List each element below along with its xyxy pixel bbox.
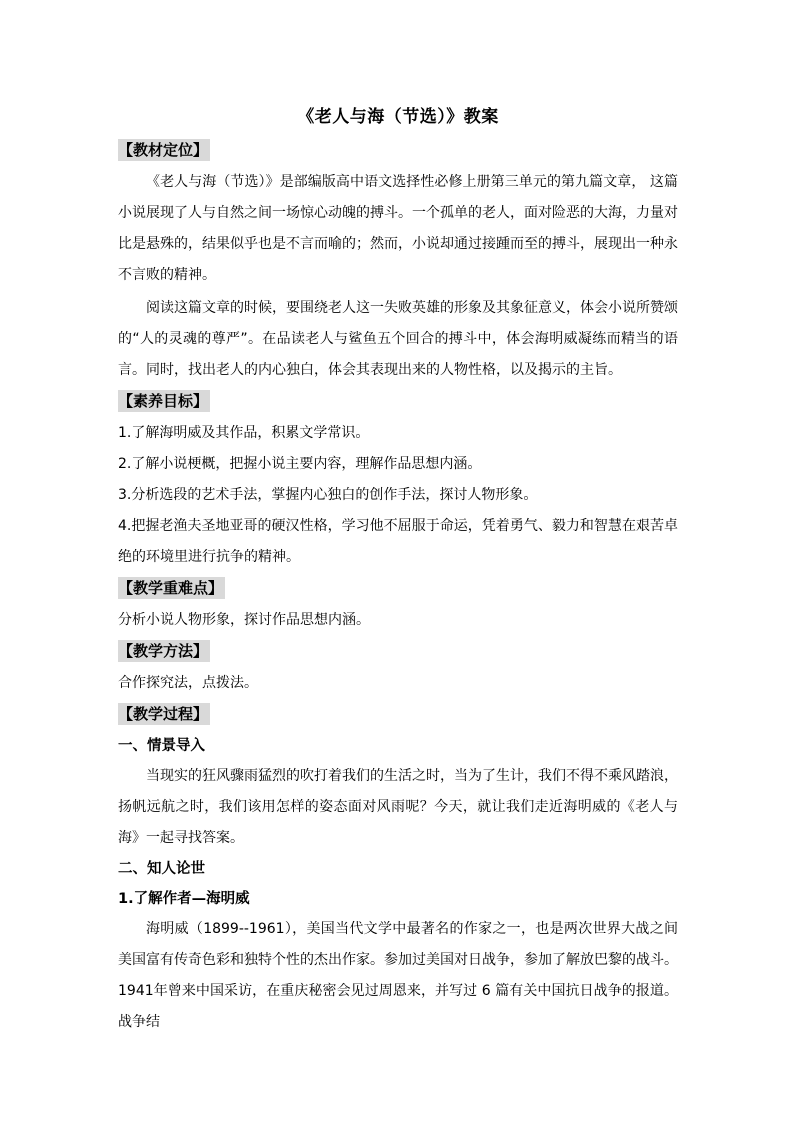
- positioning-paragraph-2: 阅读这篇文章的时候，要围绕老人这一失败英雄的形象及其象征意义，体会小说所赞颂的“人的灵魂的尊严”。在品读老人与鲨鱼五个回合的搏斗中，体会海明威凝练而精当的语言。同时，找出老人的内心独白，体会其表现出来的人物性格，以及揭示的主旨。: [118, 300, 678, 378]
- goal-item-4: 4.把握老渔夫圣地亚哥的硬汉性格，学习他不屈服于命运，凭着勇气、毅力和智慧在艰苦卓绝的环境里进行抗争的精神。: [118, 518, 678, 565]
- methods-text: 合作探究法，点拨法。: [118, 675, 258, 691]
- section-heading-positioning: 【教材定位】: [118, 141, 209, 159]
- process-step-2-sub-heading: 1.了解作者—海明威: [118, 891, 250, 907]
- goal-item-2: 2.了解小说梗概，把握小说主要内容，理解作品思想内涵。: [118, 456, 482, 472]
- positioning-paragraph-1: 《老人与海（节选）》是部编版高中语文选择性必修上册第三单元的第九篇文章， 这篇小说展现了人与自然之间一场惊心动魄的搏斗。一个孤单的老人，面对险恶的大海，力量对比是悬殊的，结果似乎也是不言而喻的；然而，小说却通过接踵而至的搏斗，展现出一种永不言败的精神。: [118, 174, 678, 283]
- process-step-2-text: 海明威（1899--1961），美国当代文学中最著名的作家之一，也是两次世界大战之间美国富有传奇色彩和独特个性的杰出作家。参加过美国对日战争，参加了解放巴黎的战斗。1941年曾来中国采访，在重庆秘密会见过周恩来，并写过 6 篇有关中国抗日战争的报道。战争结: [118, 921, 678, 1030]
- section-heading-key-points: 【教学重难点】: [118, 579, 224, 597]
- section-heading-methods: 【教学方法】: [118, 642, 209, 660]
- process-step-1-text: 当现实的狂风骤雨猛烈的吹打着我们的生活之时，当为了生计，我们不得不乘风踏浪，扬帆远航之时，我们该用怎样的姿态面对风雨呢？今天，就让我们走近海明威的《老人与海》一起寻找答案。: [118, 768, 678, 846]
- key-points-text: 分析小说人物形象，探讨作品思想内涵。: [118, 612, 370, 628]
- page-title: 《老人与海（节选）》教案: [297, 107, 499, 127]
- section-heading-goals: 【素养目标】: [118, 392, 209, 410]
- section-heading-process: 【教学过程】: [118, 705, 209, 723]
- process-step-1-heading: 一、情景导入: [118, 738, 205, 754]
- goal-item-3: 3.分析选段的艺术手法，掌握内心独白的创作手法，探讨人物形象。: [118, 487, 538, 503]
- document-content: [118, 103, 678, 1038]
- process-step-2-heading: 二、知人论世: [118, 861, 205, 877]
- goal-item-1: 1.了解海明威及其作品，积累文学常识。: [118, 425, 370, 441]
